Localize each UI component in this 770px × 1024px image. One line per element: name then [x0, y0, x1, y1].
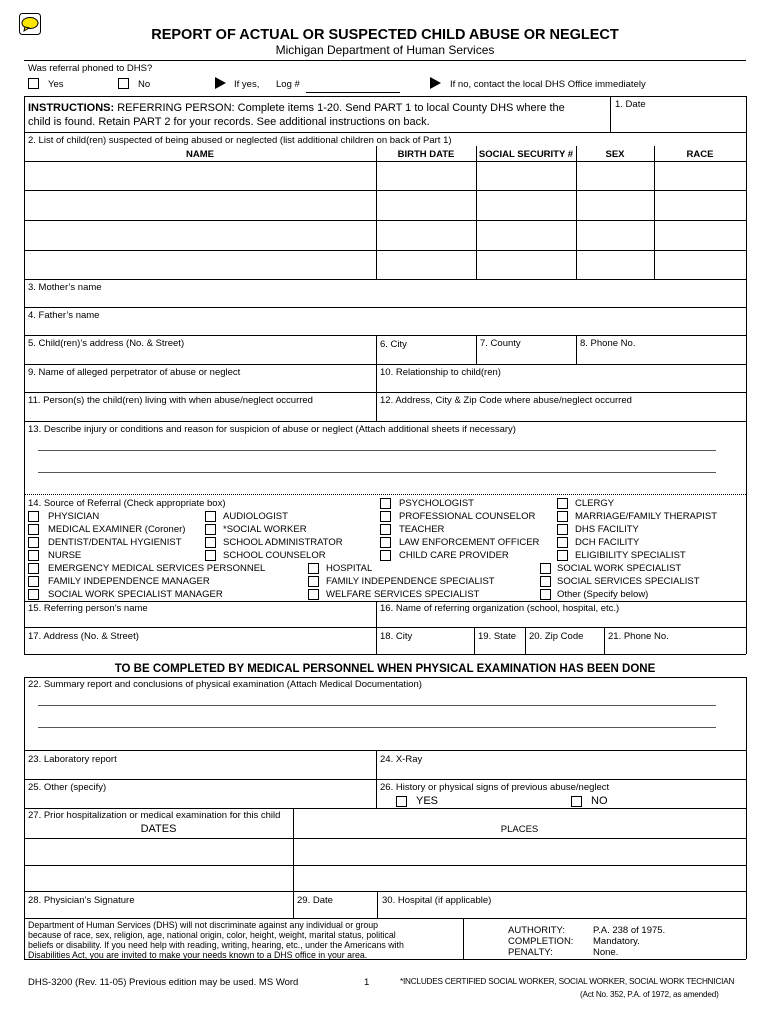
arrow-right-icon [215, 77, 226, 89]
psychologist-label: PSYCHOLOGIST [399, 498, 474, 509]
hospital-applicable-label: 30. Hospital (if applicable) [382, 895, 492, 906]
footnote: *INCLUDES CERTIFIED SOCIAL WORKER, SOCIAL WORKER, SOCIAL WORK TECHNICIAN [400, 977, 735, 986]
professional-counselor-label: PROFESSIONAL COUNSELOR [399, 511, 536, 522]
medical-examiner-label: MEDICAL EXAMINER (Coroner) [48, 524, 186, 535]
history-yes-checkbox[interactable] [396, 796, 407, 807]
referral-if-no: If no, contact the local DHS Office immediately [450, 79, 646, 90]
summary-label: 22. Summary report and conclusions of physical examination (Attach Medical Documentation) [28, 679, 422, 690]
audiologist-checkbox[interactable] [205, 511, 216, 522]
referrer-phone-label: 21. Phone No. [608, 631, 669, 642]
dhs-facility-checkbox[interactable] [557, 524, 568, 535]
referring-person-label: 15. Referring person’s name [28, 603, 148, 614]
dentist-checkbox[interactable] [28, 537, 39, 548]
dch-facility-label: DCH FACILITY [575, 537, 640, 548]
referral-question: Was referral phoned to DHS? [28, 63, 153, 74]
teacher-label: TEACHER [399, 524, 445, 535]
completion-value: Mandatory. [593, 936, 640, 947]
social-work-specialist-checkbox[interactable] [540, 563, 551, 574]
nurse-label: NURSE [48, 550, 82, 561]
penalty-label: PENALTY: [508, 947, 553, 958]
notice-line4: Disabilities Act, you are invited to make your needs known to a DHS office in your area. [28, 950, 368, 960]
social-work-specialist-label: SOCIAL WORK SPECIALIST [557, 563, 682, 574]
welfare-specialist-checkbox[interactable] [308, 589, 319, 600]
mother-name-field[interactable] [25, 294, 745, 307]
other-label: Other (Specify below) [557, 589, 649, 600]
referring-org-label: 16. Name of referring organization (school, hospital, etc.) [380, 603, 620, 614]
child-row[interactable] [25, 162, 745, 190]
city-label: 6. City [380, 339, 407, 350]
audiologist-label: AUDIOLOGIST [223, 511, 288, 522]
medical-heading: TO BE COMPLETED BY MEDICAL PERSONNEL WHEN PHYSICAL EXAMINATION HAS BEEN DONE [114, 663, 656, 675]
physician-label: PHYSICIAN [48, 511, 100, 522]
nurse-checkbox[interactable] [28, 550, 39, 561]
source-label: 14. Source of Referral (Check appropriate box) [28, 498, 226, 509]
col-name-header: NAME [186, 149, 214, 160]
child-address-label: 5. Child(ren)’s address (No. & Street) [28, 338, 185, 349]
county-label: 7. County [480, 338, 521, 349]
referral-if-yes: If yes, [234, 79, 260, 90]
notice-line3: beliefs or disability. If you need help with reading, writing, hearing, etc., under the Americans with [28, 940, 404, 950]
col-ssn-header: SOCIAL SECURITY # [478, 149, 574, 160]
professional-counselor-checkbox[interactable] [380, 511, 391, 522]
perpetrator-label: 9. Name of alleged perpetrator of abuse or neglect [28, 367, 241, 378]
form-subtitle: Michigan Department of Human Services [275, 43, 495, 57]
date-field[interactable] [611, 111, 745, 131]
school-counselor-label: SCHOOL COUNSELOR [223, 550, 326, 561]
prior-label: 27. Prior hospitalization or medical examination for this child [28, 810, 281, 821]
col-birthdate-header: BIRTH DATE [397, 149, 455, 160]
history-no-checkbox[interactable] [571, 796, 582, 807]
law-enforcement-label: LAW ENFORCEMENT OFFICER [399, 537, 540, 548]
child-row[interactable] [25, 251, 745, 279]
child-row[interactable] [25, 221, 745, 250]
referrer-address-label: 17. Address (No. & Street) [28, 631, 139, 642]
phone-label: 8. Phone No. [580, 338, 636, 349]
referrer-zip-label: 20. Zip Code [529, 631, 584, 642]
history-label: 26. History or physical signs of previous abuse/neglect [380, 782, 610, 793]
penalty-value: None. [593, 947, 619, 958]
instructions-line2: child is found. Retain PART 2 for your records. See additional instructions on back. [28, 116, 430, 128]
referrer-city-label: 18. City [380, 631, 413, 642]
hospital-checkbox[interactable] [308, 563, 319, 574]
sws-manager-checkbox[interactable] [28, 589, 39, 600]
social-worker-label: *SOCIAL WORKER [223, 524, 307, 535]
describe-label: 13. Describe injury or conditions and reason for suspicion of abuse or neglect (Attach additional sheets if necessary) [28, 424, 516, 435]
col-race-header: RACE [686, 149, 714, 160]
marriage-therapist-label: MARRIAGE/FAMILY THERAPIST [575, 511, 718, 522]
col-sex-header: SEX [605, 149, 625, 160]
social-services-specialist-checkbox[interactable] [540, 576, 551, 587]
summary-line[interactable] [38, 727, 716, 728]
log-number-field[interactable] [306, 92, 400, 93]
ems-personnel-checkbox[interactable] [28, 563, 39, 574]
notice-line1: Department of Human Services (DHS) will not discriminate against any individual or group [28, 920, 379, 930]
referrer-state-label: 19. State [478, 631, 517, 642]
notice-line2: because of race, sex, religion, age, national origin, color, height, weight, marital status, political [28, 930, 396, 940]
dhs-facility-label: DHS FACILITY [575, 524, 639, 535]
form-number: DHS-3200 (Rev. 11-05) Previous edition may be used. MS Word [28, 977, 299, 988]
referral-yes-checkbox[interactable] [28, 78, 39, 89]
other-specify-label: 25. Other (specify) [28, 782, 107, 793]
child-row[interactable] [25, 191, 745, 220]
form-title: REPORT OF ACTUAL OR SUSPECTED CHILD ABUSE OR NEGLECT [151, 27, 619, 43]
father-name-label: 4. Father’s name [28, 310, 100, 321]
law-enforcement-checkbox[interactable] [380, 537, 391, 548]
act-reference: (Act No. 352, P.A. of 1972, as amended) [580, 990, 719, 999]
xray-label: 24. X-Ray [380, 754, 423, 765]
other-checkbox[interactable] [540, 589, 551, 600]
referral-log-label: Log # [276, 79, 300, 90]
fi-specialist-label: FAMILY INDEPENDENCE SPECIALIST [326, 576, 495, 587]
referral-yes-label: Yes [48, 79, 64, 90]
date-label: 1. Date [615, 99, 646, 110]
eligibility-specialist-checkbox[interactable] [557, 550, 568, 561]
fi-manager-label: FAMILY INDEPENDENCE MANAGER [48, 576, 210, 587]
welfare-specialist-label: WELFARE SERVICES SPECIALIST [326, 589, 480, 600]
social-worker-checkbox[interactable] [205, 524, 216, 535]
summary-line[interactable] [38, 705, 716, 706]
clergy-label: CLERGY [575, 498, 615, 509]
arrow-right-icon [430, 77, 441, 89]
eligibility-specialist-label: ELIGIBILITY SPECIALIST [575, 550, 686, 561]
teacher-checkbox[interactable] [380, 524, 391, 535]
school-administrator-checkbox[interactable] [205, 537, 216, 548]
school-administrator-label: SCHOOL ADMINISTRATOR [223, 537, 343, 548]
page-number: 1 [364, 977, 370, 988]
authority-label: AUTHORITY: [508, 925, 566, 936]
dch-facility-checkbox[interactable] [557, 537, 568, 548]
child-care-provider-label: CHILD CARE PROVIDER [399, 550, 509, 561]
dates-header: DATES [140, 823, 177, 835]
child-care-provider-checkbox[interactable] [380, 550, 391, 561]
describe-line[interactable] [38, 450, 716, 451]
living-with-label: 11. Person(s) the child(ren) living with when abuse/neglect occurred [28, 395, 313, 406]
history-no-label: NO [591, 795, 608, 807]
completion-label: COMPLETION: [508, 936, 574, 947]
social-services-specialist-label: SOCIAL SERVICES SPECIALIST [557, 576, 700, 587]
dentist-label: DENTIST/DENTAL HYGIENIST [48, 537, 182, 548]
mother-name-label: 3. Mother’s name [28, 282, 102, 293]
prior-row[interactable] [25, 866, 745, 891]
ems-personnel-label: EMERGENCY MEDICAL SERVICES PERSONNEL [48, 563, 266, 574]
sws-manager-label: SOCIAL WORK SPECIALIST MANAGER [48, 589, 223, 600]
referral-no-checkbox[interactable] [118, 78, 129, 89]
authority-value: P.A. 238 of 1975. [593, 925, 666, 936]
referral-no-label: No [138, 79, 151, 90]
medical-examiner-checkbox[interactable] [28, 524, 39, 535]
describe-line[interactable] [38, 472, 716, 473]
fi-specialist-checkbox[interactable] [308, 576, 319, 587]
places-header: PLACES [500, 824, 539, 835]
hospital-label: HOSPITAL [326, 563, 373, 574]
clergy-checkbox[interactable] [557, 498, 568, 509]
exam-date-label: 29. Date [297, 895, 333, 906]
school-counselor-checkbox[interactable] [205, 550, 216, 561]
marriage-therapist-checkbox[interactable] [557, 511, 568, 522]
children-label: 2. List of child(ren) suspected of being abused or neglected (list additional children on back of Part 1) [28, 135, 452, 146]
instructions-line1: INSTRUCTIONS: REFERRING PERSON: Complete items 1-20. Send PART 1 to local County DHS where the [28, 102, 565, 114]
lab-report-label: 23. Laboratory report [28, 754, 117, 765]
fi-manager-checkbox[interactable] [28, 576, 39, 587]
physician-checkbox[interactable] [28, 511, 39, 522]
abuse-address-label: 12. Address, City & Zip Code where abuse/neglect occurred [380, 395, 632, 406]
history-yes-label: YES [416, 795, 439, 807]
prior-row[interactable] [25, 839, 745, 865]
physician-signature-label: 28. Physician’s Signature [28, 895, 135, 906]
relationship-label: 10. Relationship to child(ren) [380, 367, 501, 378]
father-name-field[interactable] [25, 322, 745, 335]
psychologist-checkbox[interactable] [380, 498, 391, 509]
